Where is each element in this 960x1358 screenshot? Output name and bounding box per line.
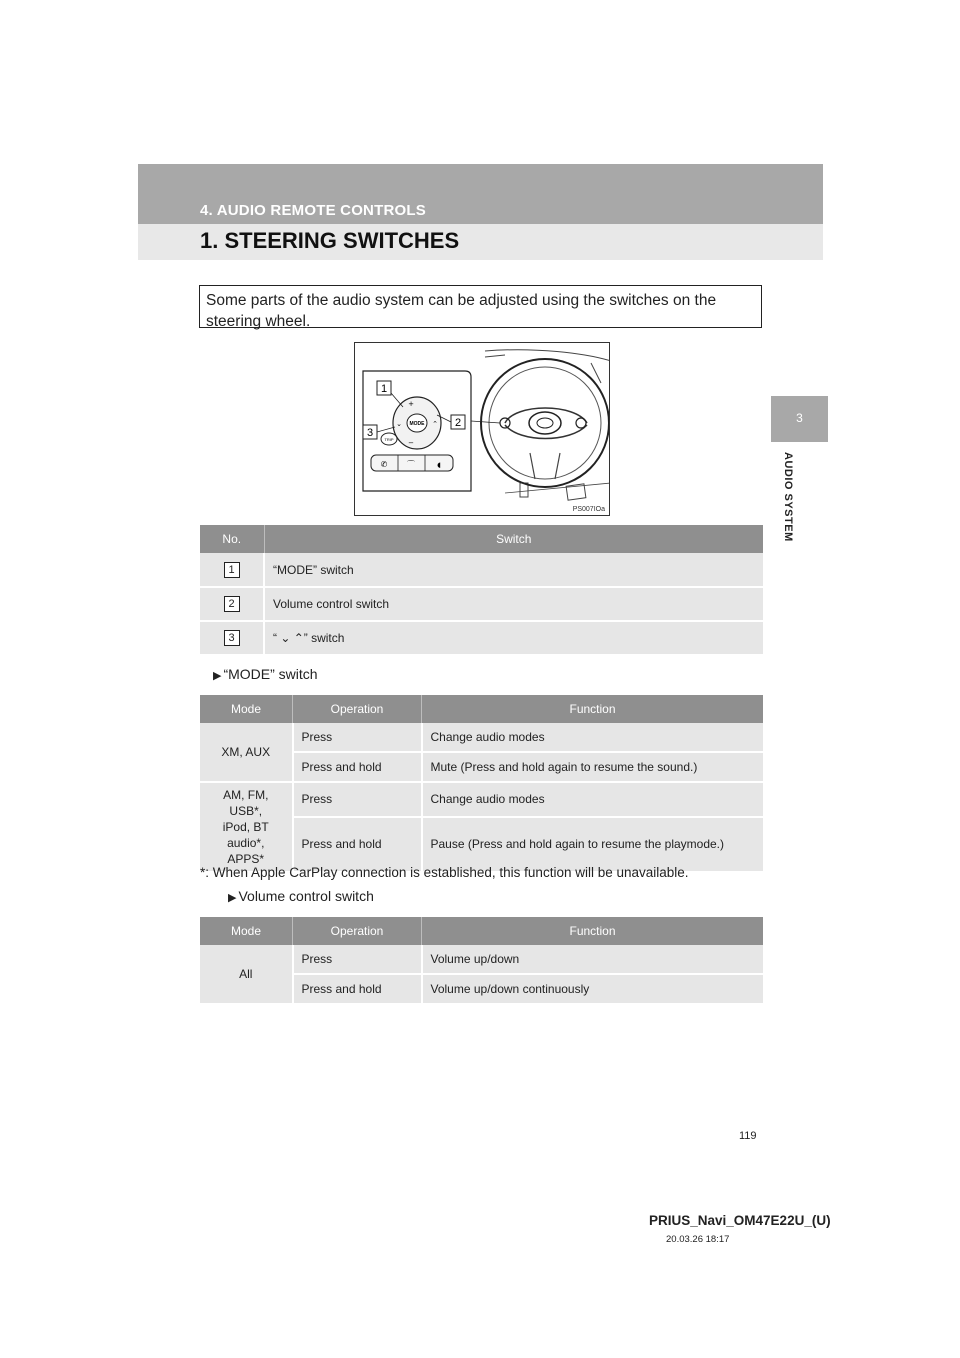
figure-code: PS007IOa <box>572 506 605 513</box>
mode-switch-heading <box>213 666 318 682</box>
trip-button-label: TRIP <box>384 437 394 442</box>
mode-switch-table <box>200 695 763 873</box>
callout-1: 1 <box>380 383 388 395</box>
phone-on-hook-icon: ⌒ <box>407 460 415 469</box>
function-cell: Pause (Press and hold again to resume the playmode.) <box>422 817 764 872</box>
intro-box: Some parts of the audio system can be adjusted using the switches on the steering wheel. <box>199 285 762 328</box>
volume-switch-heading <box>228 888 374 904</box>
row-number: 2 <box>224 596 240 612</box>
operation-cell: Press and hold <box>293 974 422 1004</box>
header-function: Function <box>422 695 764 723</box>
mode-switch-heading-text: “MODE” switch <box>223 666 318 682</box>
switch-name: Volume control switch <box>264 587 763 621</box>
table-row <box>200 621 763 655</box>
row-number: 1 <box>224 562 240 578</box>
function-cell: Change audio modes <box>422 723 764 752</box>
mode-cell: AM, FM, USB*, iPod, BT audio*, APPS* <box>200 782 293 872</box>
operation-cell: Press <box>293 723 422 752</box>
volume-switch-heading-text: Volume control switch <box>238 888 374 904</box>
triangle-bullet-icon: ▶ <box>213 670 222 682</box>
volume-up-icon: + <box>408 400 414 408</box>
function-cell: Mute (Press and hold again to resume the sound.) <box>422 752 764 782</box>
switch-table <box>200 525 763 656</box>
steering-wheel-illustration <box>355 343 610 516</box>
header-mode: Mode <box>200 917 293 945</box>
chapter-label: AUDIO SYSTEM <box>782 452 794 542</box>
steering-wheel-figure <box>354 342 610 516</box>
switch-name: “ ⌄ ⌃” switch <box>264 621 763 655</box>
mode-cell: XM, AUX <box>200 723 293 782</box>
operation-cell: Press <box>293 782 422 817</box>
operation-cell: Press <box>293 945 422 974</box>
page-number: 119 <box>739 1130 757 1142</box>
table-row <box>200 782 763 817</box>
seek-down-icon: ⌄ <box>396 420 402 428</box>
switch-name: “MODE” switch <box>264 553 763 587</box>
page-title: 1. STEERING SWITCHES <box>200 228 460 253</box>
row-number: 3 <box>224 630 240 646</box>
function-cell: Volume up/down <box>422 945 764 974</box>
volume-switch-table <box>200 917 763 1005</box>
footnote: *: When Apple CarPlay connection is established, this function will be unavailable. <box>200 865 689 880</box>
talk-icon: ◖ <box>437 461 441 469</box>
header-function: Function <box>422 917 764 945</box>
chapter-tab: 3 <box>771 396 828 442</box>
function-cell: Change audio modes <box>422 782 764 817</box>
section-label: 4. AUDIO REMOTE CONTROLS <box>200 202 426 219</box>
operation-cell: Press and hold <box>293 752 422 782</box>
mode-cell: All <box>200 945 293 1004</box>
operation-cell: Press and hold <box>293 817 422 872</box>
header-operation: Operation <box>293 695 422 723</box>
mode-button-label: MODE <box>409 421 425 427</box>
header-switch: Switch <box>264 525 763 553</box>
header-no: No. <box>200 525 264 553</box>
header-operation: Operation <box>293 917 422 945</box>
table-row <box>200 587 763 621</box>
document-id: PRIUS_Navi_OM47E22U_(U) <box>649 1213 831 1228</box>
callout-3: 3 <box>366 427 374 439</box>
triangle-bullet-icon: ▶ <box>228 892 237 904</box>
callout-2: 2 <box>454 417 462 429</box>
phone-off-hook-icon: ✆ <box>380 460 388 469</box>
table-row <box>200 945 763 974</box>
table-row <box>200 723 763 752</box>
header-mode: Mode <box>200 695 293 723</box>
volume-down-icon: − <box>408 439 414 447</box>
table-row <box>200 553 763 587</box>
function-cell: Volume up/down continuously <box>422 974 764 1004</box>
document-timestamp: 20.03.26 18:17 <box>666 1234 730 1245</box>
seek-up-icon: ⌃ <box>432 420 438 428</box>
